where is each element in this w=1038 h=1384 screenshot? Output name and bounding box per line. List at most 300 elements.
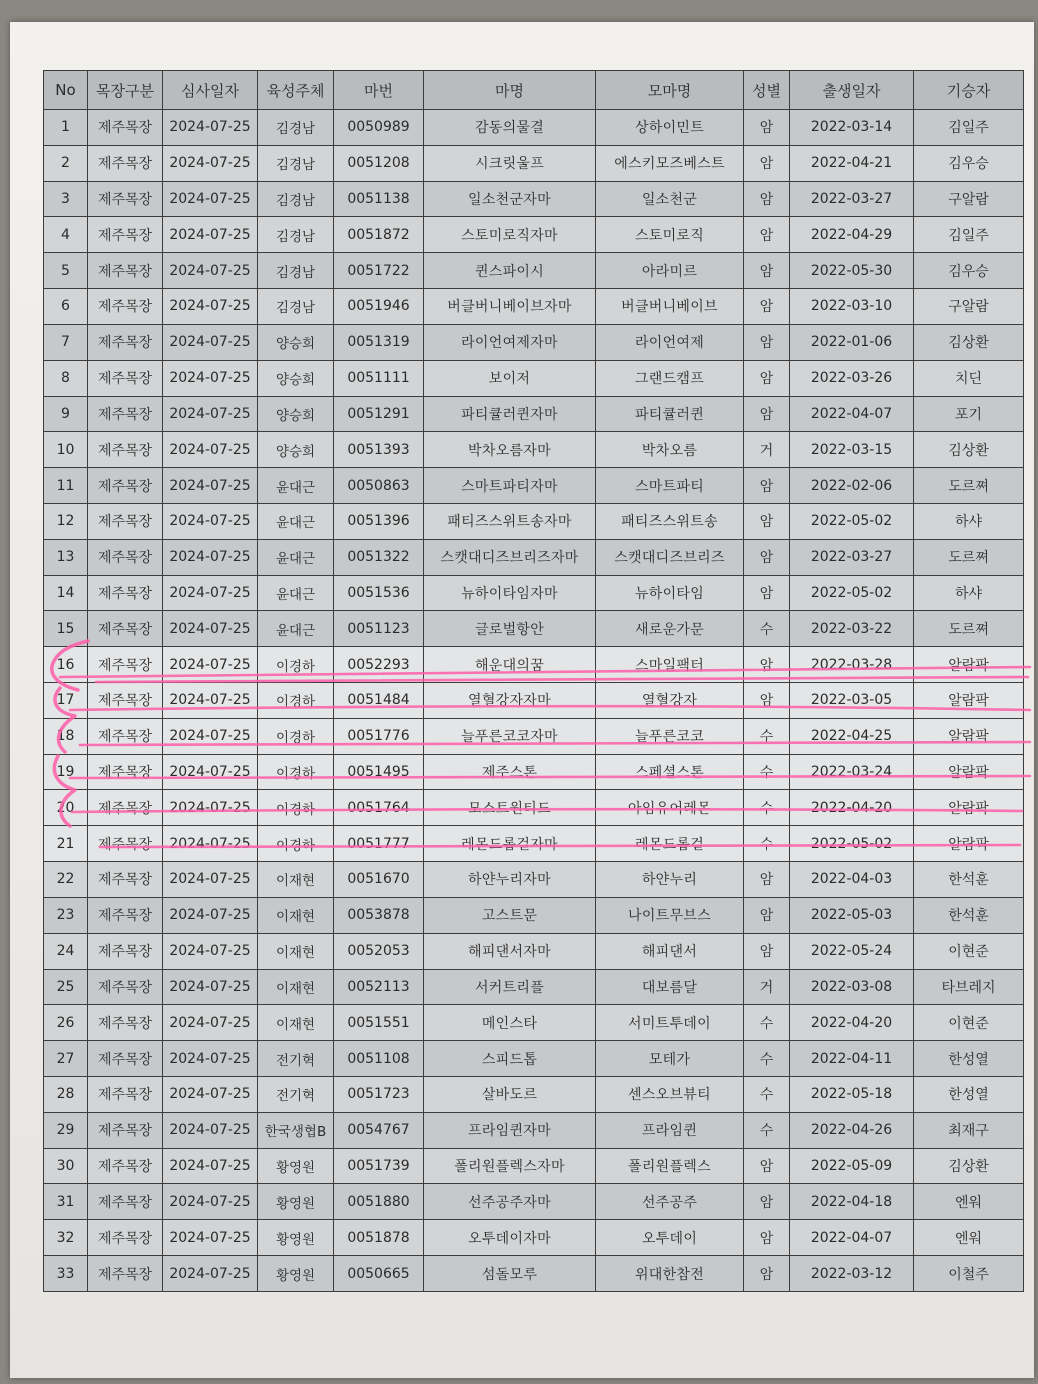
cell-horse-number: 0051551 — [334, 1005, 424, 1041]
cell-dam-name: 위대한참전 — [596, 1256, 744, 1292]
cell-horse-name: 열혈강자자마 — [424, 683, 596, 719]
cell-horse-name: 오투데이자마 — [424, 1220, 596, 1256]
cell-horse-number: 0051872 — [334, 217, 424, 253]
cell-no: 1 — [44, 110, 88, 146]
cell-dam-name: 스토미로직 — [596, 217, 744, 253]
cell-horse-number: 0052293 — [334, 647, 424, 683]
cell-breeder: 황영원 — [258, 1256, 334, 1292]
cell-inspection-date: 2024-07-25 — [163, 468, 258, 504]
cell-horse-number: 0050989 — [334, 110, 424, 146]
cell-inspection-date: 2024-07-25 — [163, 253, 258, 289]
header-horse-number: 마번 — [334, 71, 424, 110]
cell-dam-name: 아라미르 — [596, 253, 744, 289]
cell-ranch-type: 제주목장 — [88, 790, 163, 826]
cell-birth-date: 2022-03-10 — [790, 289, 914, 325]
cell-no: 28 — [44, 1076, 88, 1112]
cell-ranch-type: 제주목장 — [88, 1256, 163, 1292]
cell-sex: 암 — [744, 933, 790, 969]
cell-inspection-date: 2024-07-25 — [163, 897, 258, 933]
cell-sex: 암 — [744, 503, 790, 539]
table-row — [44, 1041, 1024, 1077]
cell-dam-name: 서미트투데이 — [596, 1005, 744, 1041]
table-row — [44, 289, 1024, 325]
cell-ranch-type: 제주목장 — [88, 110, 163, 146]
cell-no: 17 — [44, 683, 88, 719]
cell-no: 6 — [44, 289, 88, 325]
cell-rider: 한석훈 — [914, 862, 1024, 898]
cell-ranch-type: 제주목장 — [88, 432, 163, 468]
cell-dam-name: 하얀누리 — [596, 862, 744, 898]
cell-no: 31 — [44, 1184, 88, 1220]
cell-rider: 김일주 — [914, 217, 1024, 253]
horse-inspection-table — [43, 70, 1024, 1292]
cell-horse-number: 0050863 — [334, 468, 424, 504]
cell-no: 33 — [44, 1256, 88, 1292]
cell-horse-name: 글로벌항안 — [424, 611, 596, 647]
cell-inspection-date: 2024-07-25 — [163, 718, 258, 754]
table-row — [44, 862, 1024, 898]
cell-breeder: 김경남 — [258, 289, 334, 325]
cell-ranch-type: 제주목장 — [88, 468, 163, 504]
cell-sex: 암 — [744, 145, 790, 181]
cell-ranch-type: 제주목장 — [88, 289, 163, 325]
cell-birth-date: 2022-05-02 — [790, 503, 914, 539]
cell-horse-number: 0051670 — [334, 862, 424, 898]
table-row — [44, 718, 1024, 754]
table-row — [44, 360, 1024, 396]
cell-birth-date: 2022-04-29 — [790, 217, 914, 253]
cell-breeder: 김경남 — [258, 145, 334, 181]
table-row — [44, 611, 1024, 647]
cell-horse-number: 0054767 — [334, 1112, 424, 1148]
cell-sex: 암 — [744, 396, 790, 432]
cell-birth-date: 2022-05-09 — [790, 1148, 914, 1184]
cell-rider: 구알람 — [914, 181, 1024, 217]
cell-horse-name: 스마트파티자마 — [424, 468, 596, 504]
cell-no: 8 — [44, 360, 88, 396]
cell-no: 11 — [44, 468, 88, 504]
cell-breeder: 양승희 — [258, 324, 334, 360]
cell-inspection-date: 2024-07-25 — [163, 969, 258, 1005]
header-sex: 성별 — [744, 71, 790, 110]
cell-birth-date: 2022-03-27 — [790, 181, 914, 217]
cell-ranch-type: 제주목장 — [88, 1041, 163, 1077]
cell-horse-number: 0051319 — [334, 324, 424, 360]
cell-dam-name: 에스키모즈베스트 — [596, 145, 744, 181]
cell-sex: 암 — [744, 897, 790, 933]
cell-dam-name: 폴리원플렉스 — [596, 1148, 744, 1184]
cell-ranch-type: 제주목장 — [88, 324, 163, 360]
table-row — [44, 432, 1024, 468]
cell-breeder: 이재현 — [258, 969, 334, 1005]
cell-birth-date: 2022-05-03 — [790, 897, 914, 933]
cell-dam-name: 스캣대디즈브리즈 — [596, 539, 744, 575]
table-row — [44, 110, 1024, 146]
cell-rider: 하샤 — [914, 575, 1024, 611]
cell-horse-name: 레몬드롭걸자마 — [424, 826, 596, 862]
cell-dam-name: 모테가 — [596, 1041, 744, 1077]
cell-no: 19 — [44, 754, 88, 790]
cell-ranch-type: 제주목장 — [88, 217, 163, 253]
table-row — [44, 1256, 1024, 1292]
cell-horse-number: 0051536 — [334, 575, 424, 611]
cell-ranch-type: 제주목장 — [88, 396, 163, 432]
cell-horse-name: 제주스톤 — [424, 754, 596, 790]
cell-dam-name: 센스오브뷰티 — [596, 1076, 744, 1112]
cell-inspection-date: 2024-07-25 — [163, 1076, 258, 1112]
cell-ranch-type: 제주목장 — [88, 253, 163, 289]
cell-rider: 엔워 — [914, 1220, 1024, 1256]
cell-dam-name: 스마트파티 — [596, 468, 744, 504]
cell-horse-name: 섬돌모루 — [424, 1256, 596, 1292]
table-row — [44, 1005, 1024, 1041]
cell-breeder: 양승희 — [258, 396, 334, 432]
table-row — [44, 396, 1024, 432]
cell-breeder: 황영원 — [258, 1148, 334, 1184]
cell-horse-number: 0051108 — [334, 1041, 424, 1077]
cell-sex: 수 — [744, 826, 790, 862]
cell-inspection-date: 2024-07-25 — [163, 1041, 258, 1077]
cell-ranch-type: 제주목장 — [88, 969, 163, 1005]
cell-inspection-date: 2024-07-25 — [163, 826, 258, 862]
cell-horse-name: 스캣대디즈브리즈자마 — [424, 539, 596, 575]
cell-sex: 암 — [744, 647, 790, 683]
cell-birth-date: 2022-03-22 — [790, 611, 914, 647]
cell-birth-date: 2022-03-27 — [790, 539, 914, 575]
cell-rider: 치딘 — [914, 360, 1024, 396]
cell-sex: 암 — [744, 217, 790, 253]
cell-birth-date: 2022-03-15 — [790, 432, 914, 468]
table-row — [44, 897, 1024, 933]
table-row — [44, 933, 1024, 969]
cell-horse-number: 0052113 — [334, 969, 424, 1005]
cell-rider: 도르쪄 — [914, 539, 1024, 575]
cell-no: 32 — [44, 1220, 88, 1256]
cell-birth-date: 2022-03-28 — [790, 647, 914, 683]
cell-breeder: 윤대근 — [258, 503, 334, 539]
cell-horse-name: 라이언여제자마 — [424, 324, 596, 360]
cell-horse-name: 서커트리플 — [424, 969, 596, 1005]
cell-dam-name: 그랜드캠프 — [596, 360, 744, 396]
cell-rider: 최재구 — [914, 1112, 1024, 1148]
cell-inspection-date: 2024-07-25 — [163, 324, 258, 360]
cell-horse-name: 퀸스파이시 — [424, 253, 596, 289]
cell-ranch-type: 제주목장 — [88, 1220, 163, 1256]
cell-dam-name: 레몬드롭걸 — [596, 826, 744, 862]
cell-breeder: 윤대근 — [258, 539, 334, 575]
header-inspection-date: 심사일자 — [163, 71, 258, 110]
cell-birth-date: 2022-04-26 — [790, 1112, 914, 1148]
cell-sex: 수 — [744, 1041, 790, 1077]
cell-birth-date: 2022-05-24 — [790, 933, 914, 969]
cell-inspection-date: 2024-07-25 — [163, 539, 258, 575]
cell-ranch-type: 제주목장 — [88, 933, 163, 969]
header-birth-date: 출생일자 — [790, 71, 914, 110]
cell-ranch-type: 제주목장 — [88, 683, 163, 719]
cell-horse-name: 프라임퀸자마 — [424, 1112, 596, 1148]
cell-inspection-date: 2024-07-25 — [163, 145, 258, 181]
cell-sex: 암 — [744, 289, 790, 325]
cell-dam-name: 새로운가문 — [596, 611, 744, 647]
cell-horse-name: 패티즈스위트송자마 — [424, 503, 596, 539]
cell-rider: 김우승 — [914, 145, 1024, 181]
cell-horse-name: 하얀누리자마 — [424, 862, 596, 898]
cell-horse-name: 뉴하이타임자마 — [424, 575, 596, 611]
cell-breeder: 이재현 — [258, 933, 334, 969]
cell-breeder: 이재현 — [258, 897, 334, 933]
cell-horse-number: 0051878 — [334, 1220, 424, 1256]
cell-ranch-type: 제주목장 — [88, 503, 163, 539]
cell-horse-name: 모스트원티드 — [424, 790, 596, 826]
cell-inspection-date: 2024-07-25 — [163, 289, 258, 325]
cell-no: 20 — [44, 790, 88, 826]
cell-inspection-date: 2024-07-25 — [163, 110, 258, 146]
cell-horse-name: 일소천군자마 — [424, 181, 596, 217]
cell-breeder: 윤대근 — [258, 468, 334, 504]
cell-no: 3 — [44, 181, 88, 217]
cell-rider: 이철주 — [914, 1256, 1024, 1292]
cell-birth-date: 2022-04-20 — [790, 1005, 914, 1041]
cell-rider: 도르쪄 — [914, 611, 1024, 647]
cell-ranch-type: 제주목장 — [88, 754, 163, 790]
cell-rider: 알람팍 — [914, 790, 1024, 826]
cell-inspection-date: 2024-07-25 — [163, 1148, 258, 1184]
table-row — [44, 790, 1024, 826]
cell-no: 15 — [44, 611, 88, 647]
cell-birth-date: 2022-04-20 — [790, 790, 914, 826]
cell-horse-number: 0051291 — [334, 396, 424, 432]
cell-birth-date: 2022-04-21 — [790, 145, 914, 181]
cell-no: 30 — [44, 1148, 88, 1184]
cell-sex: 암 — [744, 1148, 790, 1184]
table-row — [44, 683, 1024, 719]
cell-dam-name: 스페셜스톤 — [596, 754, 744, 790]
cell-no: 24 — [44, 933, 88, 969]
cell-sex: 암 — [744, 110, 790, 146]
cell-no: 10 — [44, 432, 88, 468]
cell-inspection-date: 2024-07-25 — [163, 1256, 258, 1292]
cell-rider: 엔워 — [914, 1184, 1024, 1220]
table-header-row — [44, 71, 1024, 110]
cell-ranch-type: 제주목장 — [88, 1076, 163, 1112]
cell-breeder: 이경하 — [258, 683, 334, 719]
table-row — [44, 1220, 1024, 1256]
cell-horse-name: 스토미로직자마 — [424, 217, 596, 253]
table-row — [44, 145, 1024, 181]
cell-birth-date: 2022-03-26 — [790, 360, 914, 396]
cell-sex: 암 — [744, 181, 790, 217]
header-rider: 기승자 — [914, 71, 1024, 110]
cell-no: 18 — [44, 718, 88, 754]
cell-breeder: 양승희 — [258, 432, 334, 468]
cell-rider: 김우승 — [914, 253, 1024, 289]
cell-ranch-type: 제주목장 — [88, 826, 163, 862]
cell-ranch-type: 제주목장 — [88, 1184, 163, 1220]
cell-no: 9 — [44, 396, 88, 432]
cell-dam-name: 대보름달 — [596, 969, 744, 1005]
cell-birth-date: 2022-03-05 — [790, 683, 914, 719]
cell-sex: 암 — [744, 253, 790, 289]
cell-inspection-date: 2024-07-25 — [163, 1112, 258, 1148]
cell-ranch-type: 제주목장 — [88, 181, 163, 217]
cell-no: 2 — [44, 145, 88, 181]
cell-breeder: 윤대근 — [258, 611, 334, 647]
cell-birth-date: 2022-04-03 — [790, 862, 914, 898]
cell-rider: 알람팍 — [914, 718, 1024, 754]
table-row — [44, 754, 1024, 790]
cell-ranch-type: 제주목장 — [88, 862, 163, 898]
cell-inspection-date: 2024-07-25 — [163, 683, 258, 719]
cell-no: 25 — [44, 969, 88, 1005]
cell-horse-number: 0051111 — [334, 360, 424, 396]
cell-breeder: 김경남 — [258, 181, 334, 217]
cell-breeder: 김경남 — [258, 253, 334, 289]
cell-inspection-date: 2024-07-25 — [163, 1184, 258, 1220]
cell-no: 22 — [44, 862, 88, 898]
cell-rider: 한성열 — [914, 1041, 1024, 1077]
cell-sex: 암 — [744, 575, 790, 611]
cell-rider: 김상환 — [914, 1148, 1024, 1184]
cell-sex: 수 — [744, 1005, 790, 1041]
cell-birth-date: 2022-05-02 — [790, 575, 914, 611]
cell-inspection-date: 2024-07-25 — [163, 790, 258, 826]
cell-breeder: 이재현 — [258, 862, 334, 898]
cell-breeder: 이경하 — [258, 718, 334, 754]
cell-inspection-date: 2024-07-25 — [163, 396, 258, 432]
cell-horse-number: 0053878 — [334, 897, 424, 933]
cell-inspection-date: 2024-07-25 — [163, 862, 258, 898]
cell-rider: 구알람 — [914, 289, 1024, 325]
table-row — [44, 539, 1024, 575]
cell-dam-name: 파티큘러퀸 — [596, 396, 744, 432]
cell-rider: 알람팍 — [914, 826, 1024, 862]
header-ranch-type: 목장구분 — [88, 71, 163, 110]
cell-no: 14 — [44, 575, 88, 611]
cell-horse-name: 해피댄서자마 — [424, 933, 596, 969]
cell-breeder: 이경하 — [258, 790, 334, 826]
cell-no: 29 — [44, 1112, 88, 1148]
cell-dam-name: 박차오름 — [596, 432, 744, 468]
cell-dam-name: 패티즈스위트송 — [596, 503, 744, 539]
cell-birth-date: 2022-04-25 — [790, 718, 914, 754]
cell-inspection-date: 2024-07-25 — [163, 432, 258, 468]
cell-horse-number: 0051777 — [334, 826, 424, 862]
cell-no: 12 — [44, 503, 88, 539]
cell-dam-name: 해피댄서 — [596, 933, 744, 969]
table-row — [44, 1184, 1024, 1220]
cell-dam-name: 라이언여제 — [596, 324, 744, 360]
cell-dam-name: 프라임퀸 — [596, 1112, 744, 1148]
cell-horse-number: 0051722 — [334, 253, 424, 289]
cell-ranch-type: 제주목장 — [88, 1005, 163, 1041]
cell-rider: 알람팍 — [914, 754, 1024, 790]
cell-horse-name: 해운대의꿈 — [424, 647, 596, 683]
cell-rider: 도르쪄 — [914, 468, 1024, 504]
cell-breeder: 이경하 — [258, 826, 334, 862]
cell-inspection-date: 2024-07-25 — [163, 181, 258, 217]
cell-dam-name: 아임유어레몬 — [596, 790, 744, 826]
table-row — [44, 969, 1024, 1005]
cell-breeder: 황영원 — [258, 1184, 334, 1220]
table-row — [44, 253, 1024, 289]
table-row — [44, 468, 1024, 504]
cell-no: 27 — [44, 1041, 88, 1077]
table-row — [44, 575, 1024, 611]
cell-horse-name: 늘푸른코코자마 — [424, 718, 596, 754]
cell-sex: 거 — [744, 969, 790, 1005]
cell-dam-name: 일소천군 — [596, 181, 744, 217]
cell-inspection-date: 2024-07-25 — [163, 611, 258, 647]
cell-horse-name: 스피드톱 — [424, 1041, 596, 1077]
cell-ranch-type: 제주목장 — [88, 539, 163, 575]
cell-birth-date: 2022-03-12 — [790, 1256, 914, 1292]
cell-inspection-date: 2024-07-25 — [163, 360, 258, 396]
cell-birth-date: 2022-03-24 — [790, 754, 914, 790]
cell-no: 7 — [44, 324, 88, 360]
cell-birth-date: 2022-04-18 — [790, 1184, 914, 1220]
cell-birth-date: 2022-05-30 — [790, 253, 914, 289]
table-row — [44, 1076, 1024, 1112]
cell-sex: 수 — [744, 790, 790, 826]
cell-rider: 알람팍 — [914, 647, 1024, 683]
cell-rider: 하샤 — [914, 503, 1024, 539]
cell-no: 4 — [44, 217, 88, 253]
cell-inspection-date: 2024-07-25 — [163, 503, 258, 539]
cell-ranch-type: 제주목장 — [88, 145, 163, 181]
cell-breeder: 한국생협B — [258, 1112, 334, 1148]
cell-birth-date: 2022-04-07 — [790, 396, 914, 432]
cell-sex: 암 — [744, 683, 790, 719]
cell-horse-number: 0051880 — [334, 1184, 424, 1220]
cell-horse-number: 0051723 — [334, 1076, 424, 1112]
table-row — [44, 1112, 1024, 1148]
cell-dam-name: 뉴하이타임 — [596, 575, 744, 611]
cell-horse-name: 감동의물결 — [424, 110, 596, 146]
cell-dam-name: 스마일팩터 — [596, 647, 744, 683]
cell-inspection-date: 2024-07-25 — [163, 217, 258, 253]
cell-sex: 수 — [744, 611, 790, 647]
cell-horse-number: 0051322 — [334, 539, 424, 575]
header-dam-name: 모마명 — [596, 71, 744, 110]
cell-dam-name: 열혈강자 — [596, 683, 744, 719]
cell-dam-name: 버클버니베이브 — [596, 289, 744, 325]
cell-horse-number: 0051208 — [334, 145, 424, 181]
cell-horse-number: 0051123 — [334, 611, 424, 647]
cell-rider: 김상환 — [914, 432, 1024, 468]
cell-rider: 한석훈 — [914, 897, 1024, 933]
cell-dam-name: 오투데이 — [596, 1220, 744, 1256]
cell-birth-date: 2022-04-07 — [790, 1220, 914, 1256]
cell-horse-number: 0050665 — [334, 1256, 424, 1292]
cell-sex: 암 — [744, 539, 790, 575]
cell-dam-name: 나이트무브스 — [596, 897, 744, 933]
table-row — [44, 826, 1024, 862]
cell-horse-name: 살바도르 — [424, 1076, 596, 1112]
cell-dam-name: 상하이민트 — [596, 110, 744, 146]
cell-breeder: 김경남 — [258, 110, 334, 146]
cell-sex: 암 — [744, 862, 790, 898]
cell-horse-number: 0051484 — [334, 683, 424, 719]
cell-birth-date: 2022-04-11 — [790, 1041, 914, 1077]
cell-sex: 수 — [744, 718, 790, 754]
cell-horse-number: 0051946 — [334, 289, 424, 325]
cell-dam-name: 늘푸른코코 — [596, 718, 744, 754]
cell-horse-name: 폴리원플렉스자마 — [424, 1148, 596, 1184]
cell-breeder: 김경남 — [258, 217, 334, 253]
cell-sex: 암 — [744, 468, 790, 504]
header-horse-name: 마명 — [424, 71, 596, 110]
cell-inspection-date: 2024-07-25 — [163, 647, 258, 683]
